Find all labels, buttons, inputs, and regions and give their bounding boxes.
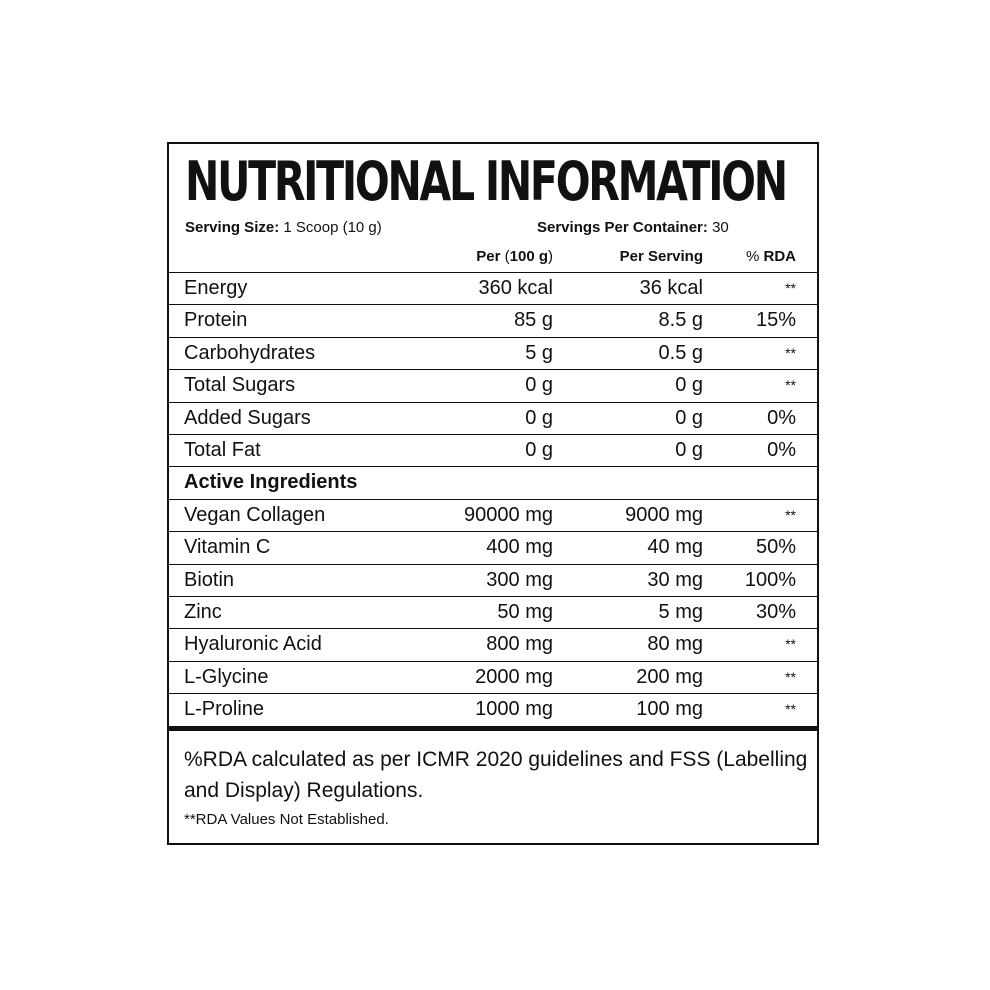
servings-per-container-label: Servings Per Container:	[537, 219, 708, 236]
rda-footnote: %RDA calculated as per ICMR 2020 guidelines and FSS (Labelling and Display) Regulations.	[184, 748, 808, 802]
serving-size	[185, 218, 382, 238]
serving-size-label: Serving Size:	[185, 219, 280, 236]
column-header-rda: % RDA	[745, 248, 796, 265]
rda-not-established-note: **RDA Values Not Established.	[184, 811, 389, 828]
servings-per-container	[537, 218, 729, 238]
table-row: Vegan Collagen 90000 mg 9000 mg **	[169, 499, 817, 531]
table-row: Hyaluronic Acid 800 mg 80 mg **	[169, 628, 817, 660]
label-title: NUTRITIONAL INFORMATION	[185, 150, 786, 213]
table-row: Total Sugars 0 g 0 g **	[169, 369, 817, 401]
nutrition-table	[169, 272, 817, 725]
table-row: Biotin 300 mg 30 mg 100%	[169, 564, 817, 596]
table-row: Zinc 50 mg 5 mg 30%	[169, 596, 817, 628]
column-header-per-100g: Per (100 g)	[476, 248, 553, 265]
serving-size-value: 1 Scoop (10 g)	[283, 219, 382, 236]
table-row: Protein 85 g 8.5 g 15%	[169, 304, 817, 336]
nutrition-label-panel	[167, 142, 819, 845]
table-row: L-Proline 1000 mg 100 mg **	[169, 693, 817, 725]
servings-per-container-value: 30	[712, 219, 729, 236]
table-row: Carbohydrates 5 g 0.5 g **	[169, 337, 817, 369]
section-heading-active-ingredients: Active Ingredients	[169, 466, 817, 498]
table-row: Vitamin C 400 mg 40 mg 50%	[169, 531, 817, 563]
table-row: Added Sugars 0 g 0 g 0%	[169, 402, 817, 434]
table-row: L-Glycine 2000 mg 200 mg **	[169, 661, 817, 693]
table-row: Energy 360 kcal 36 kcal **	[169, 272, 817, 304]
column-header-per-serving: Per Serving	[619, 248, 703, 265]
thick-divider	[169, 726, 817, 731]
table-row: Total Fat 0 g 0 g 0%	[169, 434, 817, 466]
